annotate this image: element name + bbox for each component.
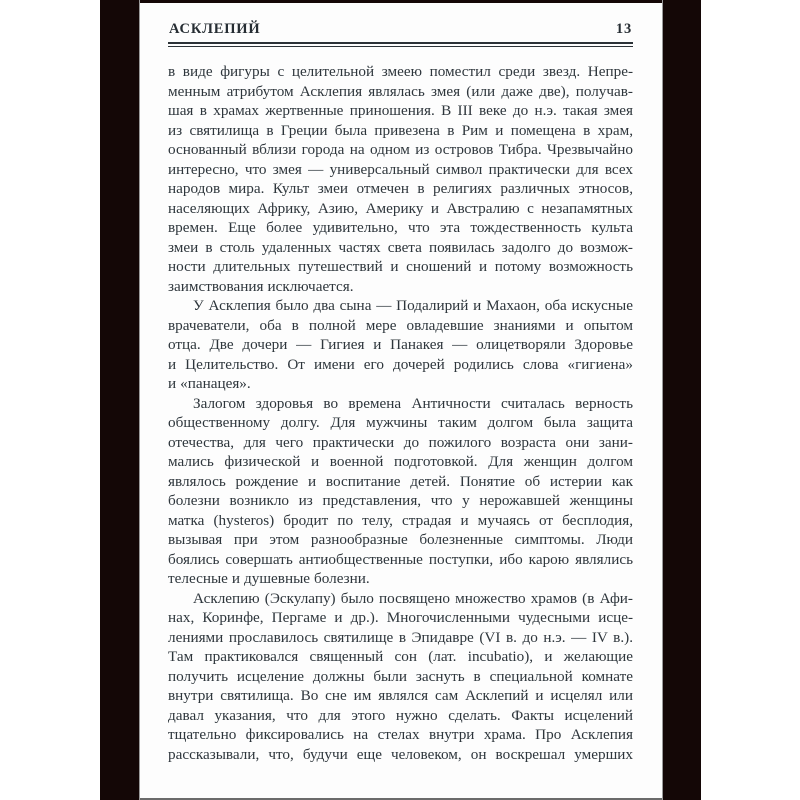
text-line: болезни возникло из представления, что у нерожавшей женщины	[168, 492, 633, 509]
text-line: являлось рождение и воспитание детей. Понятие об истерии как	[168, 472, 633, 490]
text-line: из святилища в Греции была привезена в Рим и помещена в храм,	[168, 121, 633, 139]
text-line: интересно, что змея — универсальный символ практически для всех	[168, 160, 633, 178]
running-head	[168, 21, 633, 42]
text-line: рассказывали, что, будучи еще человеком, он воскрешал умерших	[168, 745, 633, 763]
text-line: ности длительных путешествий и сношений и потому возможность	[168, 258, 633, 275]
paragraph	[168, 62, 633, 296]
text-line: заимствования исключается.	[168, 277, 354, 295]
header-double-rule	[168, 42, 633, 47]
text-line: внутри святилища. Во сне им являлся сам Асклепий и исцелял или	[168, 687, 633, 704]
text-line: Асклепию (Эскулапу) было посвящено множество храмов (в Афи-	[193, 589, 633, 607]
text-line: основанный вблизи города на одном из островов Тибра. Чрезвычайно	[168, 141, 633, 158]
text-line: врачеватели, оба в полной мере овладевшие знаниями и опытом	[168, 316, 633, 334]
text-line: нах, Коринфе, Пергаме и др.). Многочисленными чудесными исце-	[168, 609, 633, 626]
text-block	[168, 62, 633, 764]
text-line: отечества, для чего практически до пожилого возраста они зани-	[168, 433, 633, 451]
book-cover-left-edge	[100, 0, 140, 800]
running-head-title: АСКЛЕПИЙ	[169, 21, 261, 37]
text-line: У Асклепия было два сына — Подалирий и Махаон, оба искусные	[193, 297, 633, 314]
text-line: лениями прославилось святилище в Эпидавре (VI в. до н.э. — IV в.).	[168, 628, 633, 646]
text-line: и «панацея».	[168, 375, 251, 392]
book-cover-right-edge	[662, 0, 701, 800]
paragraph	[168, 296, 633, 394]
paragraph	[168, 589, 633, 765]
text-line: населяющих Африку, Азию, Америку и Австралию с незапамятных	[168, 199, 633, 217]
text-line: змеи в столь удаленных частях света появилась задолго до возмож-	[168, 238, 633, 256]
text-line: в виде фигуры с целительной змеею поместил среди звезд. Непре-	[168, 63, 633, 80]
text-line: давал указания, что для этого нужно сделать. Факты исцелений	[168, 706, 633, 724]
text-line: шая в храмах жертвенные приношения. В III веке до н.э. такая змея	[168, 102, 633, 119]
text-line: мались физической и военной подготовкой. Для женщин долгом	[168, 453, 633, 470]
text-line: тщательно фиксировались на стелах внутри храма. Про Асклепия	[168, 726, 633, 743]
text-line: времен. Еще более удивительно, что эта тождественность культа	[168, 219, 633, 236]
text-line: и Целительство. От имени его дочерей родились слова «гигиена»	[168, 355, 633, 373]
book-page	[140, 3, 662, 798]
text-line: боялись совершать антиобщественные поступки, ибо карою являлись	[168, 550, 633, 568]
text-line: менным атрибутом Асклепия являлась змея (или даже две), получав-	[168, 82, 633, 100]
text-line: народов мира. Культ змеи отмечен в религиях различных этносов,	[168, 180, 633, 197]
text-line: телесные и душевные болезни.	[168, 570, 370, 587]
text-line: вызывая при этом разнообразные болезненные симптомы. Люди	[168, 531, 633, 548]
page-number: 13	[615, 21, 632, 37]
text-line: общественному долгу. Для мужчины таким долгом была защита	[168, 414, 633, 431]
text-line: Там практиковался священный сон (лат. incubatio), и желающие	[168, 648, 633, 665]
paragraph	[168, 394, 633, 589]
text-line: матка (hysteros) бродит по телу, страдая и мучаясь от бесплодия,	[168, 511, 633, 529]
text-line: отца. Две дочери — Гигиея и Панакея — олицетворяли Здоровье	[168, 336, 633, 353]
text-line: Залогом здоровья во времена Античности считалась верность	[193, 394, 633, 412]
text-line: получить исцеление должны были заснуть в специальной комнате	[168, 667, 633, 685]
